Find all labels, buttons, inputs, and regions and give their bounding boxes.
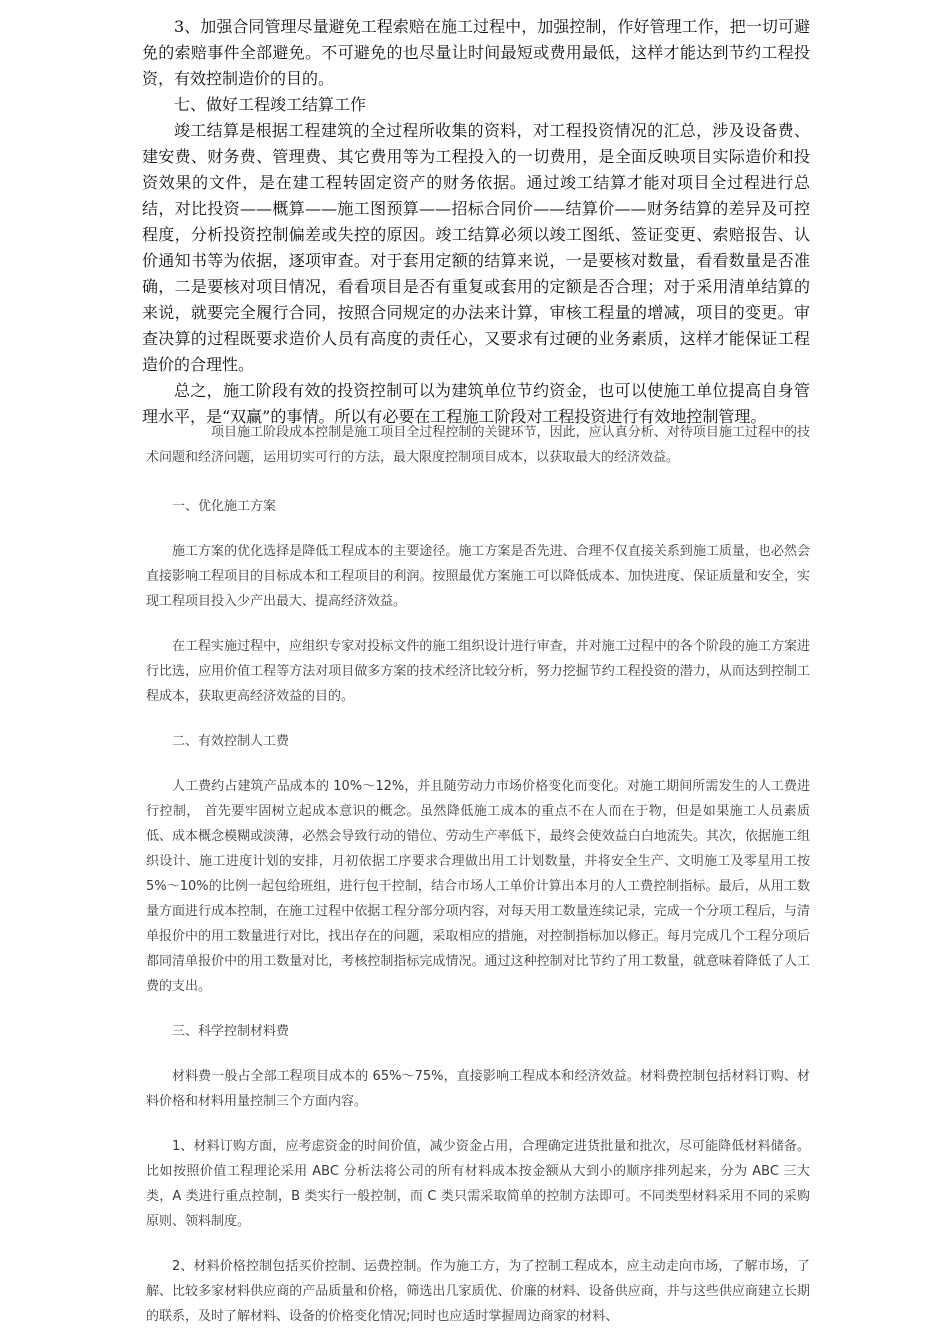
paragraph-labor-cost: 人工费约占建筑产品成本的 10%～12%，并且随劳动力市场价格变化而变化。对施工期间所需发生的人工费进行控制， 首先要牢固树立起成本意识的概念。虽然降低施工成本的重点不在人而在于物，但是如果施工人员素质低、成本概念模糊或淡薄，必然会导致行动的错位、劳动生产率低下，最终会使效益白白地流失。其次，依据施工组织设计、施工进度计划的安排，月初依据工序要求合理做出用工计划数量，并将安全生产、文明施工及零星用工按 5%～10%的比例一起包给班组，进行包干控制，结合市场人工单价计算出本月的人工费控制指标。最后，从用工数量方面进行成本控制，在施工过程中依据工程分部分项内容，对每天用工数量连续记录，完成一个分项工程后，与清单报价中的用工数量进行对比，找出存在的问题，采取相应的措施，对控制指标加以修正。每月完成几个工程分项后都同清单报价中的用工数量对比，考核控制指标完成情况。通过这种控制对比节约了用工数量，就意味着降低了人工费的支出。 <box>146 779 810 994</box>
paragraph-material-price: 2、材料价格控制包括买价控制、运费控制。作为施工方，为了控制工程成本，应主动走向市场，了解市场，了解、比较多家材料供应商的产品质量和价格，筛选出几家质优、价廉的材料、设备供应商，并与这些供应商建立长期的联系，及时了解材料、设备的价格变化情况;同时也应适时掌握周边商家的材料、 <box>146 1259 810 1324</box>
paragraph-settlement: 竣工结算是根据工程建筑的全过程所收集的资料，对工程投资情况的汇总，涉及设备费、建安费、财务费、管理费、其它费用等为工程投入的一切费用，是全面反映项目实际造价和投资效果的文件，是在建工程转固定资产的财务依据。通过竣工结算才能对项目全过程进行总结，对比投资——概算——施工图预算——招标合同价——结算价——财务结算的差异及可控程度，分析投资控制偏差或失控的原因。竣工结算必须以竣工图纸、签证变更、索赔报告、认价通知书等为依据，逐项审查。对于套用定额的结算来说，一是要核对数量，看看数量是否准确，二是要核对项目情况，看看项目是否有重复或套用的定额是否合理；对于采用清单结算的来说，就要完全履行合同，按照合同规定的办法来计算，审核工程量的增减，项目的变更。审查决算的过程既要求造价人员有高度的责任心，又要求有过硬的业务素质，这样才能保证工程造价的合理性。 <box>142 121 810 374</box>
paragraph-contract-management: 3、加强合同管理尽量避免工程索赔在施工过程中，加强控制，作好管理工作，把一切可避免的索赔事件全部避免。不可避免的也尽量让时间最短或费用最低，这样才能达到节约工程投资，有效控制造价的目的。 <box>142 17 810 88</box>
paragraph-cost-control-intro: 项目施工阶段成本控制是施工项目全过程控制的关键环节，因此，应认真分析、对待项目施工过程中的技术问题和经济问题，运用切实可行的方法，最大限度控制项目成本，以获取最大的经济效益。 <box>146 425 810 465</box>
heading-completion-settlement: 七、做好工程竣工结算工作 <box>174 95 367 114</box>
heading-material-cost: 三、科学控制材料费 <box>172 1024 290 1039</box>
completion-settlement-section <box>142 14 810 430</box>
paragraph-material-cost: 材料费一般占全部工程项目成本的 65%～75%，直接影响工程成本和经济效益。材料费控制包括材料订购、材料价格和材料用量控制三个方面内容。 <box>146 1069 810 1109</box>
paragraph-plan-optimization: 施工方案的优化选择是降低工程成本的主要途径。施工方案是否先进、合理不仅直接关系到施工质量，也必然会直接影响工程项目的目标成本和工程项目的利润。按照最优方案施工可以降低成本、加快进度、保证质量和安全，实现工程项目投入少产出最大、提高经济效益。 <box>146 544 810 609</box>
heading-optimize-plan: 一、优化施工方案 <box>172 499 277 514</box>
cost-control-section <box>146 420 810 1329</box>
paragraph-material-ordering: 1、材料订购方面，应考虑资金的时间价值，减少资金占用，合理确定进货批量和批次，尽可能降低材料储备。比如按照价值工程理论采用 ABC 分析法将公司的所有材料成本按金额从大到小的顺序排列起来，分为 ABC 三大类，A 类进行重点控制，B 类实行一般控制，而 C 类只需采取简单的控制方法即可。不同类型材料采用不同的采购原则、领料制度。 <box>146 1139 810 1229</box>
heading-labor-cost: 二、有效控制人工费 <box>172 734 290 749</box>
paragraph-summary: 总之，施工阶段有效的投资控制可以为建筑单位节约资金，也可以使施工单位提高自身管理水平，是“双赢”的事情。所以有必要在工程施工阶段对工程投资进行有效地控制管理。 <box>142 381 810 426</box>
paragraph-plan-review: 在工程实施过程中，应组织专家对投标文件的施工组织设计进行审查，并对施工过程中的各个阶段的施工方案进行比选，应用价值工程等方法对项目做多方案的技术经济比较分析，努力挖掘节约工程投资的潜力，从而达到控制工程成本，获取更高经济效益的目的。 <box>146 639 810 704</box>
